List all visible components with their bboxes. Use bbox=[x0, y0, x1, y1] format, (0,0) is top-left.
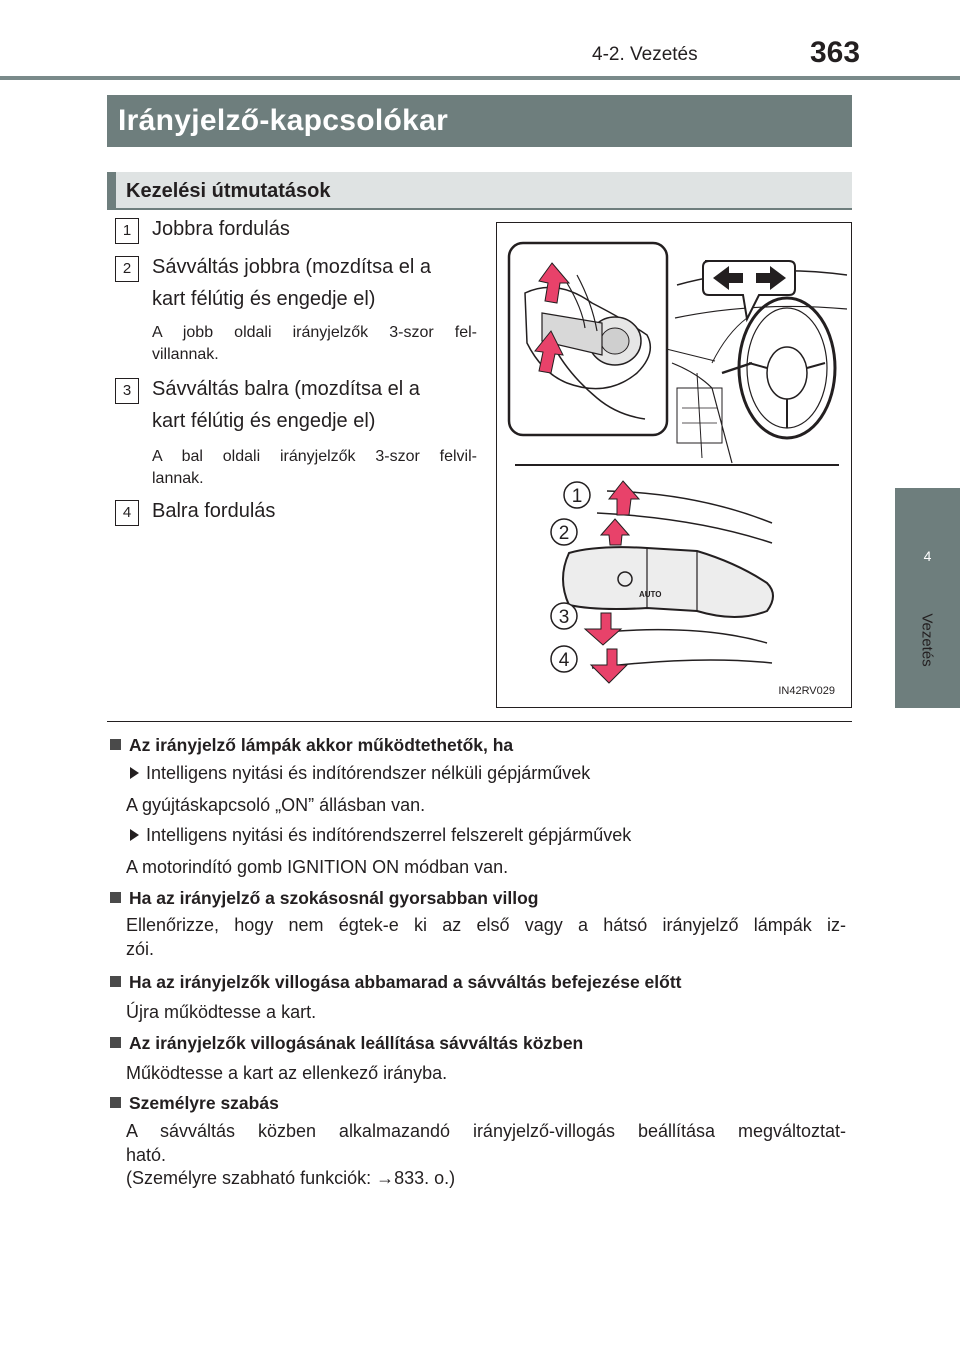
square-bullet-icon bbox=[110, 1097, 121, 1108]
bullet-item-2: Intelligens nyitási és indítórendszerrel felszerelt gépjárművek bbox=[130, 825, 631, 846]
section-heading-3: Ha az irányjelzők villogása abbamarad a sávváltás befejezése előtt bbox=[110, 972, 682, 993]
square-bullet-icon bbox=[110, 892, 121, 903]
triangle-bullet-icon bbox=[130, 767, 139, 779]
subtitle-accent bbox=[107, 172, 116, 210]
page-title: Irányjelző-kapcsolókar bbox=[118, 104, 449, 137]
callout-1: 1 bbox=[571, 486, 583, 507]
square-bullet-icon bbox=[110, 1037, 121, 1048]
section-4-text-1: Működtesse a kart az ellenkező irányba. bbox=[126, 1063, 448, 1083]
triangle-bullet-icon bbox=[130, 829, 139, 841]
square-bullet-icon bbox=[110, 739, 121, 750]
figure-code: IN42RV029 bbox=[778, 685, 835, 697]
item-text-2b: kart félútig és engedje el) bbox=[152, 288, 376, 310]
section-5-text-2: ható. bbox=[126, 1145, 167, 1165]
header-section: 4-2. Vezetés bbox=[592, 44, 698, 65]
square-bullet-icon bbox=[110, 976, 121, 987]
item-text-1: Jobbra fordulás bbox=[152, 218, 290, 240]
section-2-text-1: Ellenőrizze, hogy nem égtek-e ki az első vagy a hátsó irányjelző lámpák iz- bbox=[126, 915, 846, 935]
callout-2: 2 bbox=[558, 523, 570, 544]
section-heading-5: Személyre szabás bbox=[110, 1093, 279, 1114]
item-note-2b: villannak. bbox=[152, 346, 219, 363]
chapter-number: 4 bbox=[923, 548, 932, 564]
header-rule bbox=[0, 76, 960, 80]
section-2-text-2: zói. bbox=[126, 939, 155, 959]
item-text-3b: kart félútig és engedje el) bbox=[152, 410, 376, 432]
item-text-2a: Sávváltás jobbra (mozdítsa el a bbox=[152, 256, 432, 278]
section-heading-2: Ha az irányjelző a szokásosnál gyorsabban villog bbox=[110, 888, 538, 909]
item-note-3b: lannak. bbox=[152, 470, 204, 487]
section-heading-1: Az irányjelző lámpák akkor működtethetők, ha bbox=[110, 735, 513, 756]
chapter-label: Vezetés bbox=[918, 613, 936, 667]
item-number-2: 2 bbox=[115, 256, 139, 282]
switch-auto-label: AUTO bbox=[639, 590, 662, 599]
subtitle: Kezelési útmutatások bbox=[126, 180, 331, 202]
item-number-1: 1 bbox=[115, 218, 139, 244]
section-5-text-1: A sávváltás közben alkalmazandó irányjelző-villogás beállítása megváltoztat- bbox=[126, 1121, 846, 1141]
chapter-tab bbox=[895, 488, 960, 708]
item-number-3: 3 bbox=[115, 378, 139, 404]
section-1-text-2: A motorindító gomb IGNITION ON módban van. bbox=[126, 857, 509, 877]
section-3-text-1: Újra működtesse a kart. bbox=[126, 1002, 317, 1022]
turn-signal-illustration bbox=[496, 222, 852, 708]
cross-reference: (Személyre szabható funkciók: →833. o.) bbox=[126, 1168, 456, 1188]
item-number-4: 4 bbox=[115, 500, 139, 526]
item-note-2a: A jobb oldali irányjelzők 3-szor fel- bbox=[152, 324, 477, 341]
item-note-3a: A bal oldali irányjelzők 3-szor felvil- bbox=[152, 448, 477, 465]
page-number: 363 bbox=[810, 36, 861, 69]
callout-3: 3 bbox=[558, 607, 570, 628]
section-1-text-1: A gyújtáskapcsoló „ON” állásban van. bbox=[126, 795, 426, 815]
item-text-4: Balra fordulás bbox=[152, 500, 276, 522]
section-rule bbox=[107, 721, 852, 722]
callout-4: 4 bbox=[558, 650, 570, 671]
bullet-item-1: Intelligens nyitási és indítórendszer nélküli gépjárművek bbox=[130, 763, 590, 784]
item-text-3a: Sávváltás balra (mozdítsa el a bbox=[152, 378, 420, 400]
section-heading-4: Az irányjelzők villogásának leállítása sávváltás közben bbox=[110, 1033, 583, 1054]
